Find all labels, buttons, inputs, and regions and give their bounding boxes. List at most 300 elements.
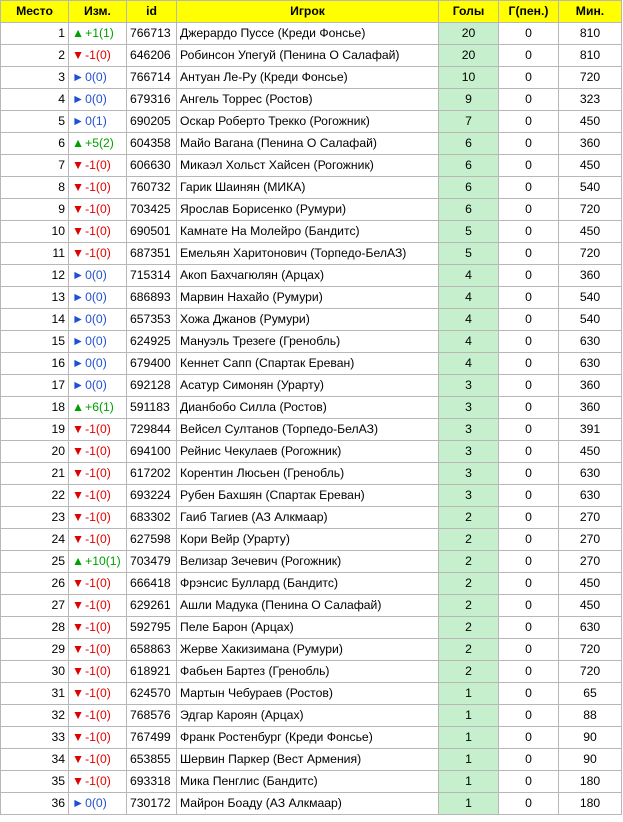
pen-goals-cell[interactable]: 0 <box>499 573 559 595</box>
pen-goals-cell[interactable]: 0 <box>499 441 559 463</box>
player-cell[interactable]: Шервин Паркер (Вест Армения) <box>177 749 439 771</box>
pen-goals-cell[interactable]: 0 <box>499 771 559 793</box>
player-cell[interactable]: Гаиб Тагиев (АЗ Алкмаар) <box>177 507 439 529</box>
place-cell[interactable]: 18 <box>1 397 69 419</box>
change-cell[interactable] <box>69 23 127 45</box>
goals-cell[interactable]: 7 <box>439 111 499 133</box>
change-cell[interactable] <box>69 507 127 529</box>
change-cell[interactable] <box>69 683 127 705</box>
pen-goals-cell[interactable]: 0 <box>499 485 559 507</box>
minutes-cell[interactable]: 720 <box>559 243 622 265</box>
place-cell[interactable]: 7 <box>1 155 69 177</box>
change-value: -1(0) <box>85 708 111 722</box>
player-cell[interactable]: Жерве Хакизимана (Румури) <box>177 639 439 661</box>
change-cell[interactable] <box>69 551 127 573</box>
change-cell[interactable] <box>69 155 127 177</box>
player-cell[interactable]: Дианбобо Силла (Ростов) <box>177 397 439 419</box>
place-cell[interactable]: 1 <box>1 23 69 45</box>
change-cell[interactable] <box>69 287 127 309</box>
player-cell[interactable]: Пеле Барон (Арцах) <box>177 617 439 639</box>
id-cell[interactable]: 687351 <box>127 243 177 265</box>
goals-cell[interactable]: 2 <box>439 617 499 639</box>
place-cell[interactable]: 21 <box>1 463 69 485</box>
minutes-cell[interactable]: 270 <box>559 551 622 573</box>
pen-goals-cell[interactable]: 0 <box>499 375 559 397</box>
player-cell[interactable]: Хожа Джанов (Румури) <box>177 309 439 331</box>
minutes-cell[interactable]: 450 <box>559 573 622 595</box>
change-cell[interactable] <box>69 177 127 199</box>
goals-cell[interactable]: 2 <box>439 661 499 683</box>
player-cell[interactable]: Мануэль Трезеге (Гренобль) <box>177 331 439 353</box>
id-cell[interactable]: 693224 <box>127 485 177 507</box>
change-cell[interactable] <box>69 793 127 815</box>
id-cell[interactable]: 646206 <box>127 45 177 67</box>
goals-cell[interactable]: 1 <box>439 727 499 749</box>
goals-cell[interactable]: 4 <box>439 309 499 331</box>
id-cell[interactable]: 617202 <box>127 463 177 485</box>
place-cell[interactable]: 11 <box>1 243 69 265</box>
minutes-cell[interactable]: 270 <box>559 529 622 551</box>
change-value: -1(0) <box>85 664 111 678</box>
table-row <box>1 221 622 243</box>
minutes-cell[interactable]: 540 <box>559 287 622 309</box>
place-cell[interactable]: 2 <box>1 45 69 67</box>
minutes-cell[interactable]: 360 <box>559 375 622 397</box>
minutes-cell[interactable]: 90 <box>559 727 622 749</box>
place-cell[interactable]: 19 <box>1 419 69 441</box>
id-cell[interactable]: 591183 <box>127 397 177 419</box>
id-cell[interactable]: 666418 <box>127 573 177 595</box>
change-value: 0(0) <box>85 334 107 348</box>
pen-goals-cell[interactable]: 0 <box>499 661 559 683</box>
id-cell[interactable]: 767499 <box>127 727 177 749</box>
goals-cell[interactable]: 3 <box>439 441 499 463</box>
change-cell[interactable] <box>69 221 127 243</box>
arrow-down-icon: ▼ <box>72 180 85 194</box>
pen-goals-cell[interactable]: 0 <box>499 287 559 309</box>
change-cell[interactable] <box>69 595 127 617</box>
header-goals[interactable]: Голы <box>439 1 499 23</box>
change-cell[interactable] <box>69 67 127 89</box>
id-cell[interactable]: 703425 <box>127 199 177 221</box>
place-cell[interactable]: 10 <box>1 221 69 243</box>
change-cell[interactable] <box>69 463 127 485</box>
change-cell[interactable] <box>69 617 127 639</box>
id-cell[interactable]: 624925 <box>127 331 177 353</box>
place-cell[interactable]: 17 <box>1 375 69 397</box>
change-value: -1(0) <box>85 774 111 788</box>
place-cell[interactable]: 27 <box>1 595 69 617</box>
place-cell[interactable]: 14 <box>1 309 69 331</box>
place-cell[interactable]: 28 <box>1 617 69 639</box>
change-value: -1(0) <box>85 598 111 612</box>
table-row <box>1 463 622 485</box>
pen-goals-cell[interactable]: 0 <box>499 529 559 551</box>
minutes-cell[interactable]: 720 <box>559 67 622 89</box>
table-row <box>1 397 622 419</box>
goals-cell[interactable]: 2 <box>439 595 499 617</box>
id-cell[interactable]: 693318 <box>127 771 177 793</box>
place-cell[interactable]: 22 <box>1 485 69 507</box>
id-cell[interactable]: 686893 <box>127 287 177 309</box>
pen-goals-cell[interactable]: 0 <box>499 595 559 617</box>
arrow-right-icon: ► <box>72 796 85 810</box>
change-cell[interactable] <box>69 199 127 221</box>
change-cell[interactable] <box>69 375 127 397</box>
goals-cell[interactable]: 4 <box>439 331 499 353</box>
goals-cell[interactable]: 6 <box>439 199 499 221</box>
player-cell[interactable]: Ярослав Борисенко (Румури) <box>177 199 439 221</box>
pen-goals-cell[interactable]: 0 <box>499 793 559 815</box>
place-cell[interactable]: 13 <box>1 287 69 309</box>
change-cell[interactable] <box>69 485 127 507</box>
id-cell[interactable]: 690205 <box>127 111 177 133</box>
pen-goals-cell[interactable]: 0 <box>499 749 559 771</box>
player-cell[interactable]: Мартын Чебураев (Ростов) <box>177 683 439 705</box>
goals-cell[interactable]: 4 <box>439 265 499 287</box>
minutes-cell[interactable]: 720 <box>559 639 622 661</box>
player-cell[interactable]: Рейнис Чекулаев (Рогожник) <box>177 441 439 463</box>
place-cell[interactable]: 23 <box>1 507 69 529</box>
arrow-right-icon: ► <box>72 312 85 326</box>
id-cell[interactable]: 627598 <box>127 529 177 551</box>
player-cell[interactable]: Рубен Бахшян (Спартак Ереван) <box>177 485 439 507</box>
goals-cell[interactable]: 1 <box>439 793 499 815</box>
pen-goals-cell[interactable]: 0 <box>499 309 559 331</box>
place-cell[interactable]: 32 <box>1 705 69 727</box>
minutes-cell[interactable]: 810 <box>559 45 622 67</box>
change-cell[interactable] <box>69 331 127 353</box>
change-cell[interactable] <box>69 133 127 155</box>
change-value: -1(0) <box>85 752 111 766</box>
minutes-cell[interactable]: 720 <box>559 199 622 221</box>
pen-goals-cell[interactable]: 0 <box>499 89 559 111</box>
id-cell[interactable]: 760732 <box>127 177 177 199</box>
minutes-cell[interactable]: 180 <box>559 793 622 815</box>
arrow-down-icon: ▼ <box>72 246 85 260</box>
goals-cell[interactable]: 6 <box>439 133 499 155</box>
place-cell[interactable]: 33 <box>1 727 69 749</box>
id-cell[interactable]: 679316 <box>127 89 177 111</box>
player-cell[interactable]: Робинсон Упегуй (Пенина О Салафай) <box>177 45 439 67</box>
table-row <box>1 419 622 441</box>
change-cell[interactable] <box>69 397 127 419</box>
pen-goals-cell[interactable]: 0 <box>499 727 559 749</box>
id-cell[interactable]: 768576 <box>127 705 177 727</box>
minutes-cell[interactable]: 450 <box>559 595 622 617</box>
player-cell[interactable]: Фабьен Бартез (Гренобль) <box>177 661 439 683</box>
change-cell[interactable] <box>69 573 127 595</box>
goals-cell[interactable]: 6 <box>439 177 499 199</box>
player-cell[interactable]: Мика Пенглис (Бандитс) <box>177 771 439 793</box>
player-cell[interactable]: Кеннет Сапп (Спартак Ереван) <box>177 353 439 375</box>
change-cell[interactable] <box>69 111 127 133</box>
goals-cell[interactable]: 5 <box>439 221 499 243</box>
goals-cell[interactable]: 3 <box>439 397 499 419</box>
minutes-cell[interactable]: 630 <box>559 463 622 485</box>
minutes-cell[interactable]: 180 <box>559 771 622 793</box>
place-cell[interactable]: 9 <box>1 199 69 221</box>
place-cell[interactable]: 36 <box>1 793 69 815</box>
minutes-cell[interactable]: 65 <box>559 683 622 705</box>
table-row <box>1 661 622 683</box>
change-value: 0(0) <box>85 312 107 326</box>
player-cell[interactable]: Эдгар Кароян (Арцах) <box>177 705 439 727</box>
change-cell[interactable] <box>69 727 127 749</box>
arrow-down-icon: ▼ <box>72 224 85 238</box>
change-value: +10(1) <box>85 554 121 568</box>
player-cell[interactable]: Емельян Харитонович (Торпедо-БелАЗ) <box>177 243 439 265</box>
change-value: -1(0) <box>85 246 111 260</box>
minutes-cell[interactable]: 90 <box>559 749 622 771</box>
goals-cell[interactable]: 2 <box>439 551 499 573</box>
pen-goals-cell[interactable]: 0 <box>499 177 559 199</box>
pen-goals-cell[interactable]: 0 <box>499 705 559 727</box>
pen-goals-cell[interactable]: 0 <box>499 397 559 419</box>
goals-cell[interactable]: 2 <box>439 573 499 595</box>
pen-goals-cell[interactable]: 0 <box>499 67 559 89</box>
place-cell[interactable]: 4 <box>1 89 69 111</box>
goals-cell[interactable]: 5 <box>439 243 499 265</box>
change-value: 0(1) <box>85 114 107 128</box>
place-cell[interactable]: 6 <box>1 133 69 155</box>
minutes-cell[interactable]: 391 <box>559 419 622 441</box>
player-cell[interactable]: Оскар Роберто Трекко (Рогожник) <box>177 111 439 133</box>
id-cell[interactable]: 692128 <box>127 375 177 397</box>
place-cell[interactable]: 26 <box>1 573 69 595</box>
change-cell[interactable] <box>69 353 127 375</box>
pen-goals-cell[interactable]: 0 <box>499 265 559 287</box>
minutes-cell[interactable]: 360 <box>559 265 622 287</box>
id-cell[interactable]: 592795 <box>127 617 177 639</box>
change-cell[interactable] <box>69 529 127 551</box>
minutes-cell[interactable]: 323 <box>559 89 622 111</box>
pen-goals-cell[interactable]: 0 <box>499 199 559 221</box>
goals-cell[interactable]: 2 <box>439 507 499 529</box>
player-cell[interactable]: Майо Вагана (Пенина О Салафай) <box>177 133 439 155</box>
pen-goals-cell[interactable]: 0 <box>499 419 559 441</box>
place-cell[interactable]: 31 <box>1 683 69 705</box>
pen-goals-cell[interactable]: 0 <box>499 243 559 265</box>
id-cell[interactable]: 715314 <box>127 265 177 287</box>
header-change[interactable]: Изм. <box>69 1 127 23</box>
player-cell[interactable]: Марвин Нахайо (Румури) <box>177 287 439 309</box>
place-cell[interactable]: 16 <box>1 353 69 375</box>
id-cell[interactable]: 629261 <box>127 595 177 617</box>
goals-cell[interactable]: 3 <box>439 419 499 441</box>
place-cell[interactable]: 24 <box>1 529 69 551</box>
id-cell[interactable]: 606630 <box>127 155 177 177</box>
table-row <box>1 441 622 463</box>
id-cell[interactable]: 730172 <box>127 793 177 815</box>
goals-cell[interactable]: 3 <box>439 485 499 507</box>
player-cell[interactable]: Вейсел Султанов (Торпедо-БелАЗ) <box>177 419 439 441</box>
id-cell[interactable]: 766713 <box>127 23 177 45</box>
pen-goals-cell[interactable]: 0 <box>499 463 559 485</box>
id-cell[interactable]: 653855 <box>127 749 177 771</box>
pen-goals-cell[interactable]: 0 <box>499 683 559 705</box>
change-cell[interactable] <box>69 89 127 111</box>
minutes-cell[interactable]: 450 <box>559 441 622 463</box>
place-cell[interactable]: 12 <box>1 265 69 287</box>
change-cell[interactable] <box>69 639 127 661</box>
place-cell[interactable]: 35 <box>1 771 69 793</box>
minutes-cell[interactable]: 540 <box>559 177 622 199</box>
player-cell[interactable]: Гарик Шаинян (МИКА) <box>177 177 439 199</box>
id-cell[interactable]: 703479 <box>127 551 177 573</box>
player-cell[interactable]: Фрэнсис Буллард (Бандитс) <box>177 573 439 595</box>
change-cell[interactable] <box>69 265 127 287</box>
change-cell[interactable] <box>69 661 127 683</box>
goals-cell[interactable]: 1 <box>439 683 499 705</box>
player-cell[interactable]: Ангель Торрес (Ростов) <box>177 89 439 111</box>
player-cell[interactable]: Кори Вейр (Урарту) <box>177 529 439 551</box>
pen-goals-cell[interactable]: 0 <box>499 617 559 639</box>
arrow-down-icon: ▼ <box>72 488 85 502</box>
id-cell[interactable]: 618921 <box>127 661 177 683</box>
id-cell[interactable]: 604358 <box>127 133 177 155</box>
id-cell[interactable]: 624570 <box>127 683 177 705</box>
goals-cell[interactable]: 2 <box>439 639 499 661</box>
pen-goals-cell[interactable]: 0 <box>499 551 559 573</box>
header-pen-goals[interactable]: Г(пен.) <box>499 1 559 23</box>
minutes-cell[interactable]: 630 <box>559 485 622 507</box>
change-cell[interactable] <box>69 419 127 441</box>
place-cell[interactable]: 15 <box>1 331 69 353</box>
goals-cell[interactable]: 9 <box>439 89 499 111</box>
pen-goals-cell[interactable]: 0 <box>499 221 559 243</box>
minutes-cell[interactable]: 450 <box>559 111 622 133</box>
arrow-down-icon: ▼ <box>72 510 85 524</box>
change-cell[interactable] <box>69 243 127 265</box>
change-cell[interactable] <box>69 45 127 67</box>
goals-cell[interactable]: 1 <box>439 771 499 793</box>
goals-cell[interactable]: 1 <box>439 705 499 727</box>
goals-cell[interactable]: 20 <box>439 23 499 45</box>
place-cell[interactable]: 29 <box>1 639 69 661</box>
player-cell[interactable]: Антуан Ле-Ру (Креди Фонсье) <box>177 67 439 89</box>
player-cell[interactable]: Джерардо Пуссе (Креди Фонсье) <box>177 23 439 45</box>
id-cell[interactable]: 683302 <box>127 507 177 529</box>
goals-cell[interactable]: 2 <box>439 529 499 551</box>
id-cell[interactable]: 729844 <box>127 419 177 441</box>
minutes-cell[interactable]: 630 <box>559 353 622 375</box>
minutes-cell[interactable]: 540 <box>559 309 622 331</box>
pen-goals-cell[interactable]: 0 <box>499 331 559 353</box>
place-cell[interactable]: 3 <box>1 67 69 89</box>
player-cell[interactable]: Акоп Бахчагюлян (Арцах) <box>177 265 439 287</box>
goals-cell[interactable]: 20 <box>439 45 499 67</box>
player-cell[interactable]: Асатур Симонян (Урарту) <box>177 375 439 397</box>
pen-goals-cell[interactable]: 0 <box>499 353 559 375</box>
player-cell[interactable]: Корентин Люсьен (Гренобль) <box>177 463 439 485</box>
header-id[interactable]: id <box>127 1 177 23</box>
id-cell[interactable]: 690501 <box>127 221 177 243</box>
minutes-cell[interactable]: 720 <box>559 661 622 683</box>
header-player[interactable]: Игрок <box>177 1 439 23</box>
place-cell[interactable]: 30 <box>1 661 69 683</box>
pen-goals-cell[interactable]: 0 <box>499 507 559 529</box>
table-row <box>1 529 622 551</box>
table-row <box>1 639 622 661</box>
player-cell[interactable]: Микаэл Хольст Хайсен (Рогожник) <box>177 155 439 177</box>
pen-goals-cell[interactable]: 0 <box>499 23 559 45</box>
place-cell[interactable]: 5 <box>1 111 69 133</box>
minutes-cell[interactable]: 88 <box>559 705 622 727</box>
minutes-cell[interactable]: 270 <box>559 507 622 529</box>
change-cell[interactable] <box>69 309 127 331</box>
player-cell[interactable]: Майрон Боаду (АЗ Алкмаар) <box>177 793 439 815</box>
table-row <box>1 617 622 639</box>
arrow-right-icon: ► <box>72 70 85 84</box>
minutes-cell[interactable]: 630 <box>559 617 622 639</box>
table-row <box>1 111 622 133</box>
goals-cell[interactable]: 1 <box>439 749 499 771</box>
id-cell[interactable]: 766714 <box>127 67 177 89</box>
change-cell[interactable] <box>69 705 127 727</box>
table-row <box>1 45 622 67</box>
minutes-cell[interactable]: 360 <box>559 397 622 419</box>
goals-cell[interactable]: 10 <box>439 67 499 89</box>
table-row <box>1 793 622 815</box>
place-cell[interactable]: 25 <box>1 551 69 573</box>
goals-cell[interactable]: 3 <box>439 375 499 397</box>
goals-cell[interactable]: 4 <box>439 353 499 375</box>
pen-goals-cell[interactable]: 0 <box>499 111 559 133</box>
arrow-down-icon: ▼ <box>72 598 85 612</box>
id-cell[interactable]: 679400 <box>127 353 177 375</box>
table-row <box>1 771 622 793</box>
change-value: 0(0) <box>85 268 107 282</box>
header-minutes[interactable]: Мин. <box>559 1 622 23</box>
change-value: -1(0) <box>85 510 111 524</box>
player-cell[interactable]: Франк Ростенбург (Креди Фонсье) <box>177 727 439 749</box>
place-cell[interactable]: 8 <box>1 177 69 199</box>
change-cell[interactable] <box>69 441 127 463</box>
table-body <box>1 23 622 815</box>
player-cell[interactable]: Камнате На Молейро (Бандитс) <box>177 221 439 243</box>
goals-cell[interactable]: 4 <box>439 287 499 309</box>
place-cell[interactable]: 20 <box>1 441 69 463</box>
minutes-cell[interactable]: 450 <box>559 221 622 243</box>
player-cell[interactable]: Велизар Зечевич (Рогожник) <box>177 551 439 573</box>
id-cell[interactable]: 694100 <box>127 441 177 463</box>
header-place[interactable]: Место <box>1 1 69 23</box>
change-value: -1(0) <box>85 642 111 656</box>
change-cell[interactable] <box>69 771 127 793</box>
minutes-cell[interactable]: 450 <box>559 155 622 177</box>
minutes-cell[interactable]: 810 <box>559 23 622 45</box>
arrow-down-icon: ▼ <box>72 774 85 788</box>
goals-cell[interactable]: 3 <box>439 463 499 485</box>
change-value: -1(0) <box>85 224 111 238</box>
pen-goals-cell[interactable]: 0 <box>499 133 559 155</box>
change-value: -1(0) <box>85 202 111 216</box>
player-cell[interactable]: Ашли Мадука (Пенина О Салафай) <box>177 595 439 617</box>
place-cell[interactable]: 34 <box>1 749 69 771</box>
minutes-cell[interactable]: 630 <box>559 331 622 353</box>
arrow-down-icon: ▼ <box>72 642 85 656</box>
id-cell[interactable]: 657353 <box>127 309 177 331</box>
change-value: -1(0) <box>85 158 111 172</box>
pen-goals-cell[interactable]: 0 <box>499 45 559 67</box>
id-cell[interactable]: 658863 <box>127 639 177 661</box>
minutes-cell[interactable]: 360 <box>559 133 622 155</box>
goals-cell[interactable]: 6 <box>439 155 499 177</box>
change-cell[interactable] <box>69 749 127 771</box>
pen-goals-cell[interactable]: 0 <box>499 639 559 661</box>
pen-goals-cell[interactable]: 0 <box>499 155 559 177</box>
